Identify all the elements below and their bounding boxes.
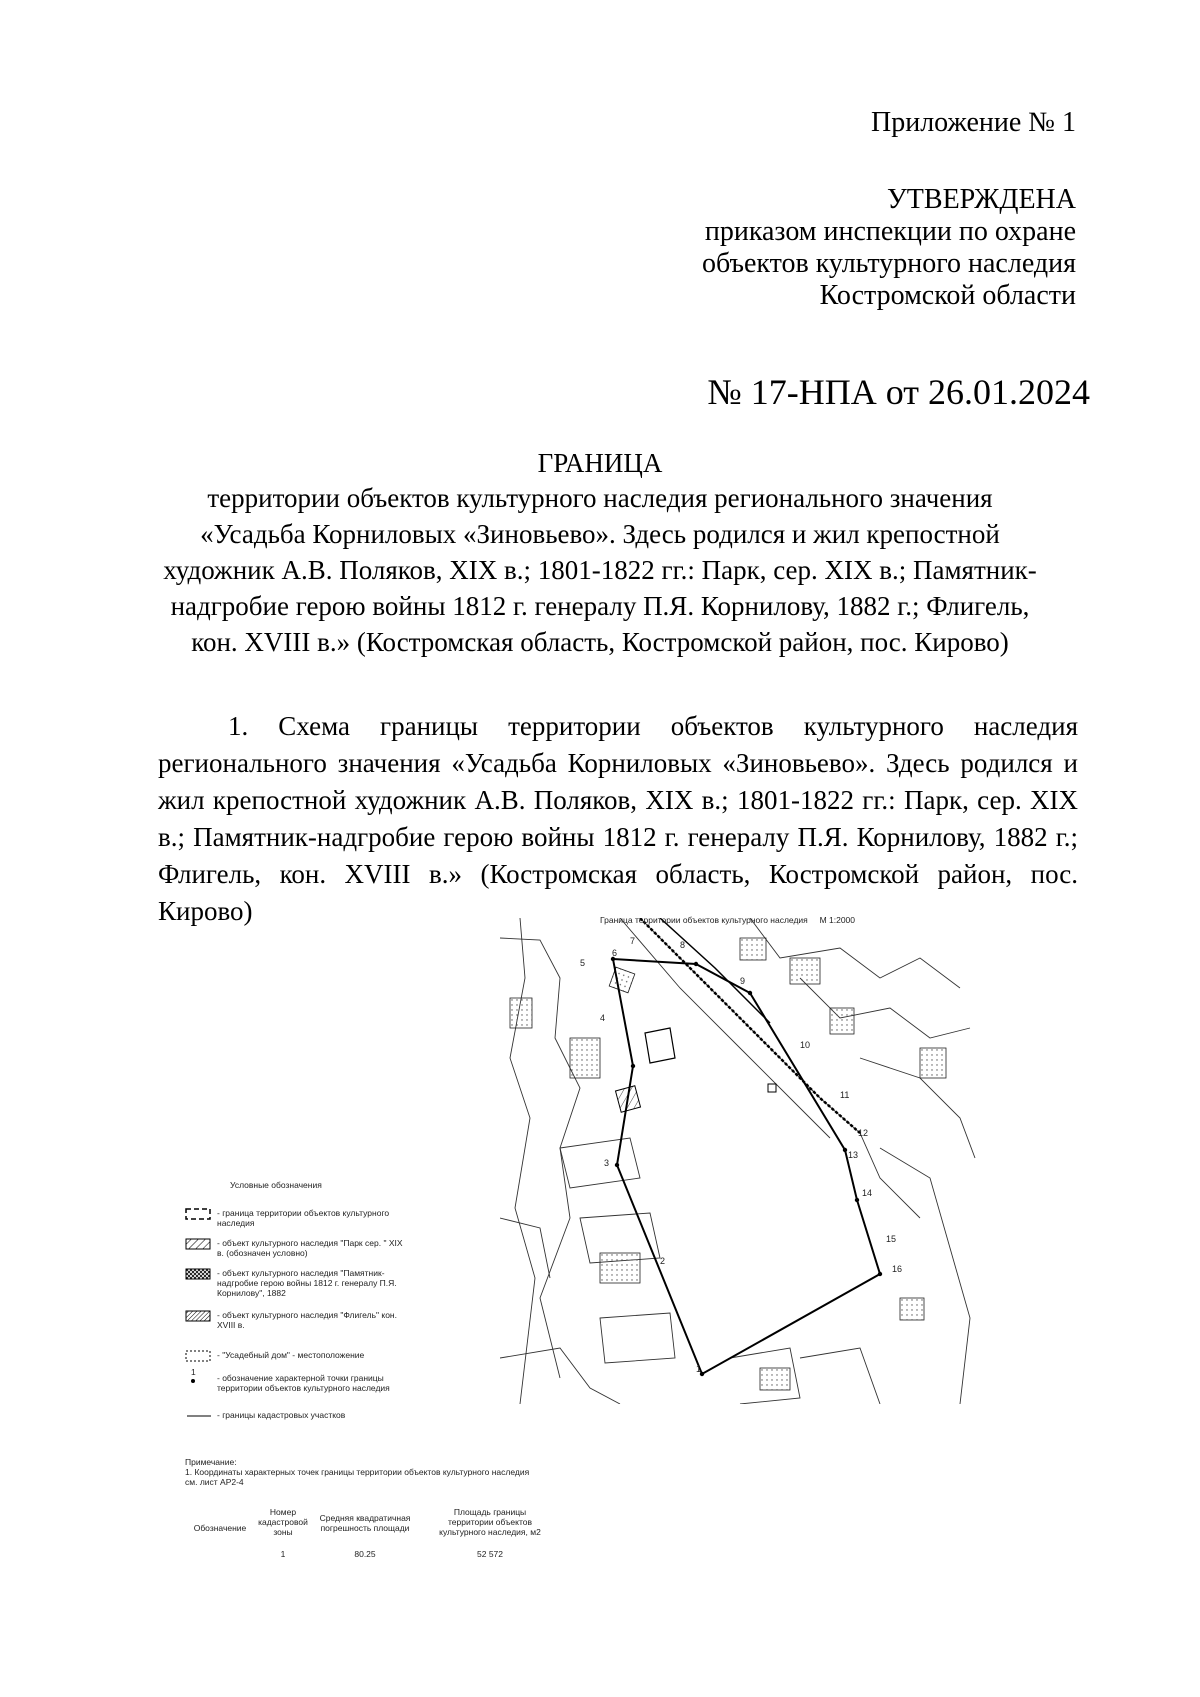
table-header-error: Средняя квадратичная погрешность площади — [319, 1513, 411, 1533]
point-label-14: 14 — [862, 1188, 873, 1198]
point-label-4: 4 — [600, 1013, 606, 1023]
section-1-paragraph — [158, 708, 1078, 930]
point-label-16: 16 — [892, 1264, 903, 1274]
table-header-area: Площадь границы территории объектов культурного наследия, м2 — [439, 1507, 541, 1537]
map-caption: Граница территории объектов культурного наследия М 1:2000 — [600, 915, 856, 925]
point-label-13: 13 — [848, 1150, 859, 1160]
point-label-12: 12 — [858, 1128, 869, 1138]
line-icon — [185, 1410, 211, 1422]
order-number: № 17-НПА от 26.01.2024 — [707, 372, 1090, 412]
title-line-5: кон. XVIII в.» (Костромская область, Костромской район, пос. Кирово) — [191, 627, 1009, 657]
approved-line-3: Костромской области — [819, 280, 1076, 311]
title-line-4: надгробие герою войны 1812 г. генералу П.Я. Корнилову, 1882 г.; Флигель, — [170, 591, 1030, 621]
point-label-7: 7 — [630, 936, 636, 946]
point-label-3: 3 — [604, 1158, 610, 1168]
appendix-label: Приложение № 1 — [871, 107, 1076, 138]
legend-title: Условные обозначения — [230, 1180, 322, 1190]
table-cell-error: 80.25 — [354, 1549, 376, 1559]
notes-line-2: см. лист АР2-4 — [185, 1477, 244, 1487]
title-line-1: территории объектов культурного наследия регионального значения — [207, 483, 993, 513]
point-label-10: 10 — [800, 1040, 811, 1050]
table-header-designation: Обозначение — [193, 1523, 247, 1533]
point-label-6: 6 — [612, 948, 618, 958]
map-legend: Условные обозначения - граница территории объектов культурного наследия - объект культурного наследия "Парк сер. " XIX в. (обозначен условно) - объект культурного наследия "Памятник-надгробие герою войны 1812 г. генералу П.Я. Корнилову", 1882 - объект культурного наследия "Флигель" кон. XVIII в. - "Усадебный дом" - местоположение 1 - обозначение характерной точки границы территории объектов культурного наследия - границы кадастровых участков — [185, 1180, 605, 1430]
approved-label: УТВЕРЖДЕНА — [886, 184, 1076, 215]
point-label-11: 11 — [840, 1090, 850, 1100]
point-label-9: 9 — [740, 976, 746, 986]
table-cell-zone: 1 — [280, 1549, 286, 1559]
hatch-icon — [185, 1238, 211, 1250]
point-label-2: 2 — [660, 1256, 666, 1266]
boundary-dashed-icon — [185, 1208, 211, 1220]
map-notes — [185, 1457, 615, 1487]
point-symbol-label: 1 — [191, 1367, 196, 1377]
point-icon — [185, 1373, 211, 1385]
approved-line-2: объектов культурного наследия — [701, 248, 1076, 279]
approved-line-1: приказом инспекции по охране — [704, 216, 1076, 247]
crosshatch-icon — [185, 1268, 211, 1280]
hatch-dense-icon — [185, 1310, 211, 1322]
point-label-15: 15 — [886, 1234, 897, 1244]
notes-line-1: 1. Координаты характерных точек границы территории объектов культурного наследия — [185, 1467, 530, 1477]
point-label-8: 8 — [680, 940, 686, 950]
document-heading: ГРАНИЦА — [537, 448, 663, 478]
title-line-2: «Усадьба Корниловых «Зиновьево». Здесь родился и жил крепостной — [200, 519, 1000, 549]
section-1-text: 1. Схема границы территории объектов культурного наследия регионального значения «Усадьба Корниловых «Зиновьево». Здесь родился и жил крепостной художник А.В. Поляков, XIX в.; 1801-1822 гг.: Парк, сер. XIX в.; Памятник-надгробие герою войны 1812 г. генералу П.Я. Корнилову, 1882 г.; Флигель, кон. XVIII в.» (Костромская область, Костромской район, пос. Кирово) — [158, 711, 1078, 926]
point-label-5: 5 — [580, 958, 586, 968]
notes-title: Примечание: — [185, 1457, 237, 1467]
dashed-box-icon — [185, 1350, 211, 1362]
point-label-1: 1 — [696, 1364, 702, 1374]
title-line-3: художник А.В. Поляков, XIX в.; 1801-1822 гг.: Парк, сер. XIX в.; Памятник- — [163, 555, 1037, 585]
table-header-zone: Номер кадастровой зоны — [258, 1507, 308, 1537]
table-cell-area: 52 572 — [477, 1549, 503, 1559]
